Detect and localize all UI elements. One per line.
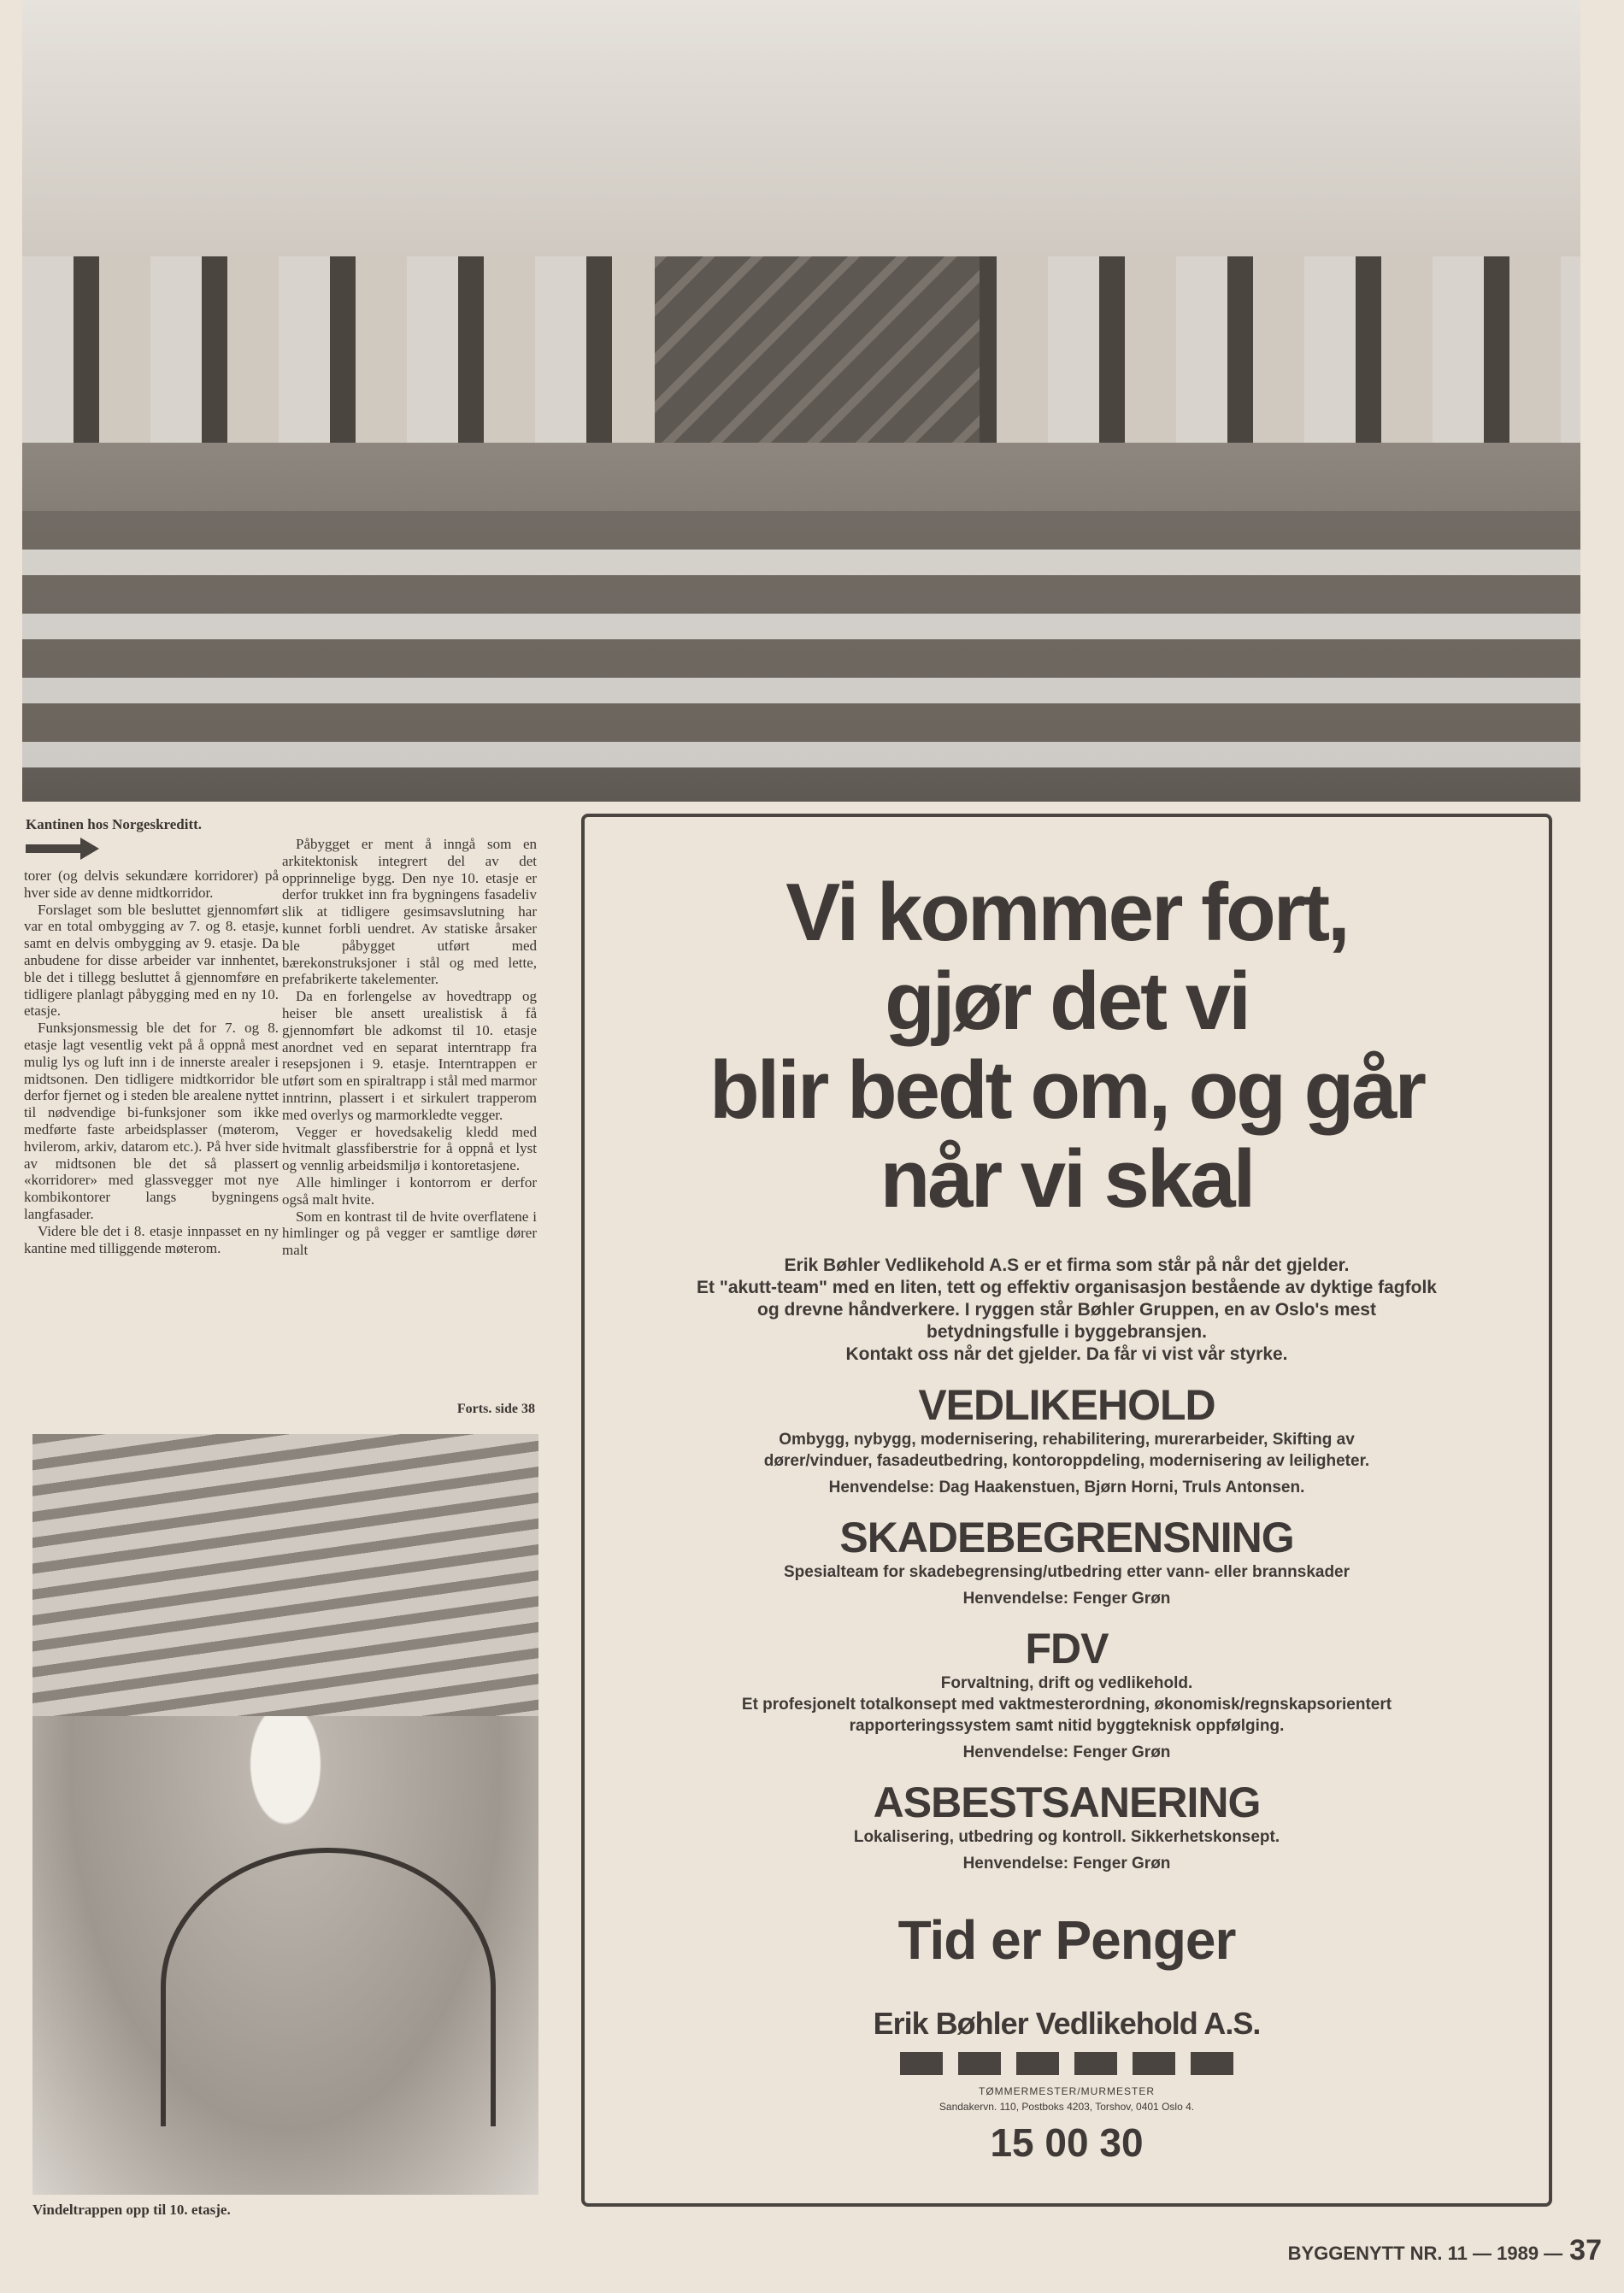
logo-block <box>1016 2052 1059 2075</box>
section-text: Et profesjonelt totalkonsept med vaktmesterordning, økonomisk/regnskapsorientert <box>741 1696 1392 1714</box>
section-skadebegrensning <box>585 1514 1549 1609</box>
top-photo-caption: Kantinen hos Norgeskreditt. <box>26 816 203 832</box>
section-text: Ombygg, nybygg, modernisering, rehabilitering, murerarbeider, Skifting av <box>779 1431 1355 1449</box>
section-asbestsanering <box>585 1779 1549 1874</box>
photo-tables <box>22 511 1580 767</box>
photo-spiral-railing <box>161 1848 496 2126</box>
section-text: Lokalisering, utbedring og kontroll. Sikkerhetskonsept. <box>853 1828 1280 1846</box>
article-column-1 <box>24 867 279 1256</box>
logo-block <box>900 2052 943 2075</box>
section-text: Forvaltning, drift og vedlikehold. <box>940 1674 1193 1692</box>
company-phone: 15 00 30 <box>990 2120 1144 2165</box>
bottom-photo-caption: Vindeltrappen opp til 10. etasje. <box>32 2202 231 2218</box>
logo-block <box>1191 2052 1233 2075</box>
photo-ceiling <box>22 0 1580 256</box>
intro-line: Erik Bøhler Vedlikehold A.S er et firma som står på når det gjelder. <box>784 1255 1350 1275</box>
section-title: VEDLIKEHOLD <box>918 1381 1215 1429</box>
arrow-right-icon <box>26 844 82 853</box>
section-text: dører/vinduer, fasadeutbedring, kontoroppdeling, modernisering av leiligheter. <box>763 1452 1370 1470</box>
ad-slogan: Tid er Penger <box>897 1909 1236 1971</box>
publication-info: BYGGENYTT NR. 11 — 1989 — <box>1287 2243 1563 2264</box>
section-title: FDV <box>1025 1625 1109 1673</box>
company-logo-blocks <box>585 2052 1549 2075</box>
intro-line: og drevne håndverkere. I ryggen står Bøhler Gruppen, en av Oslo's mest <box>757 1300 1376 1320</box>
company-address: Sandakervn. 110, Postboks 4203, Torshov, 0401 Oslo 4. <box>939 2101 1195 2113</box>
intro-line: Et "akutt-team" med en liten, tett og effektiv organisasjon bestående av dyktige fagfolk <box>697 1278 1437 1297</box>
section-title: SKADEBEGRENSNING <box>839 1514 1294 1561</box>
page-number: 37 <box>1569 2234 1602 2267</box>
section-vedlikehold <box>585 1381 1549 1498</box>
intro-line: betydningsfulle i byggebransjen. <box>927 1322 1207 1342</box>
section-text: rapporteringssystem samt nitid byggteknisk oppfølging. <box>849 1717 1285 1735</box>
headline-line: gjør det vi <box>885 955 1249 1047</box>
paragraph: torer (og delvis sekundære korridorer) på hver side av denne midtkorridor. <box>24 867 279 901</box>
logo-block <box>1133 2052 1175 2075</box>
paragraph: Alle himlinger i kontorrom er derfor også malt hvite. <box>282 1173 537 1208</box>
advertisement <box>581 814 1552 2207</box>
paragraph: Funksjonsmessig ble det for 7. og 8. etasje lagt vesentlig vekt på å oppnå mest mulig lys og luft inn i de innerste arealer i midtsonen. Den tidligere midtkorridor ble derfor fjernet og i steden ble arealene nyttet til nødvendige bi-funksjoner som ikke medførte faste arbeidsplasser (møterom, hvilerom, arkiv, datarom etc.). På hver side av midtsonen ble det så plassert «korridorer» med glassvegger mot nye kombikontorer langs bygningens langfasader. <box>24 1020 279 1222</box>
section-contact: Henvendelse: Fenger Grøn <box>962 1743 1171 1761</box>
paragraph: Som en kontrast til de hvite overflatene i himlinger og på vegger er samtlige dører malt <box>282 1208 537 1259</box>
section-title: ASBESTSANERING <box>873 1779 1261 1826</box>
intro-line: Kontakt oss når det gjelder. Da får vi vist vår styrke. <box>845 1344 1288 1364</box>
section-text: Spesialteam for skadebegrensing/utbedring etter vann- eller brannskader <box>783 1563 1350 1581</box>
page-footer <box>1288 2234 1602 2267</box>
canteen-photo <box>22 0 1580 802</box>
logo-block <box>958 2052 1001 2075</box>
staircase-photo <box>32 1434 538 2195</box>
section-contact: Henvendelse: Fenger Grøn <box>962 1855 1171 1873</box>
section-fdv <box>585 1625 1549 1763</box>
ad-intro <box>585 1255 1549 1366</box>
continued-note: Forts. side 38 <box>456 1402 535 1416</box>
headline-line: når vi skal <box>880 1133 1254 1225</box>
article-column-2 <box>282 836 537 1259</box>
ad-headline <box>585 868 1549 1224</box>
logo-block <box>1074 2052 1117 2075</box>
section-contact: Henvendelse: Dag Haakenstuen, Bjørn Horni, Truls Antonsen. <box>828 1479 1305 1496</box>
company-name: Erik Bøhler Vedlikehold A.S. <box>873 2006 1261 2041</box>
paragraph: Videre ble det i 8. etasje innpasset en ny kantine med tilliggende møterom. <box>24 1222 279 1256</box>
paragraph: Forslaget som ble besluttet gjennomført var en total ombygging av 7. og 8. etasje, samt en delvis ombygging av 9. etasje. Da anbudene for disse arbeider var innhentet, ble det i tillegg besluttet å gjennomføre en tidligere planlagt påbygging med en ny 10. etasje. <box>24 901 279 1020</box>
paragraph: Påbygget er ment å inngå som en arkitektonisk integrert del av det opprinnelige bygg. Den nye 10. etasje er derfor trukket inn fra bygningens fasadeliv slik at tidligere gesimsavslutning har kunnet forbli uendret. Av statiske årsaker ble påbygget utført med bærekonstruksjoner i stål og med lette, prefabrikerte takelementer. <box>282 836 537 988</box>
section-contact: Henvendelse: Fenger Grøn <box>962 1590 1171 1608</box>
company-trade: TØMMERMESTER/MURMESTER <box>979 2085 1155 2097</box>
headline-line: blir bedt om, og går <box>709 1044 1424 1136</box>
headline-line: Vi kommer fort, <box>786 867 1348 958</box>
paragraph: Da en forlengelse av hovedtrapp og heiser ble ansett urealistisk å få gjennomført ble adkomst til 10. etasje anordnet ved en separat interntrapp fra resepsjonen i 9. etasje. Interntrappen er utført som en spiraltrapp i stål med marmor inntrinn, plassert i et sirkulert trapperom med overlys og marmorkledte vegger. <box>282 988 537 1123</box>
paragraph: Vegger er hovedsakelig kledd med hvitmalt glassfiberstrie for å oppnå et lyst og vennlig arbeidsmiljø i kontoretasjene. <box>282 1123 537 1174</box>
photo-partition-wall <box>655 256 980 462</box>
